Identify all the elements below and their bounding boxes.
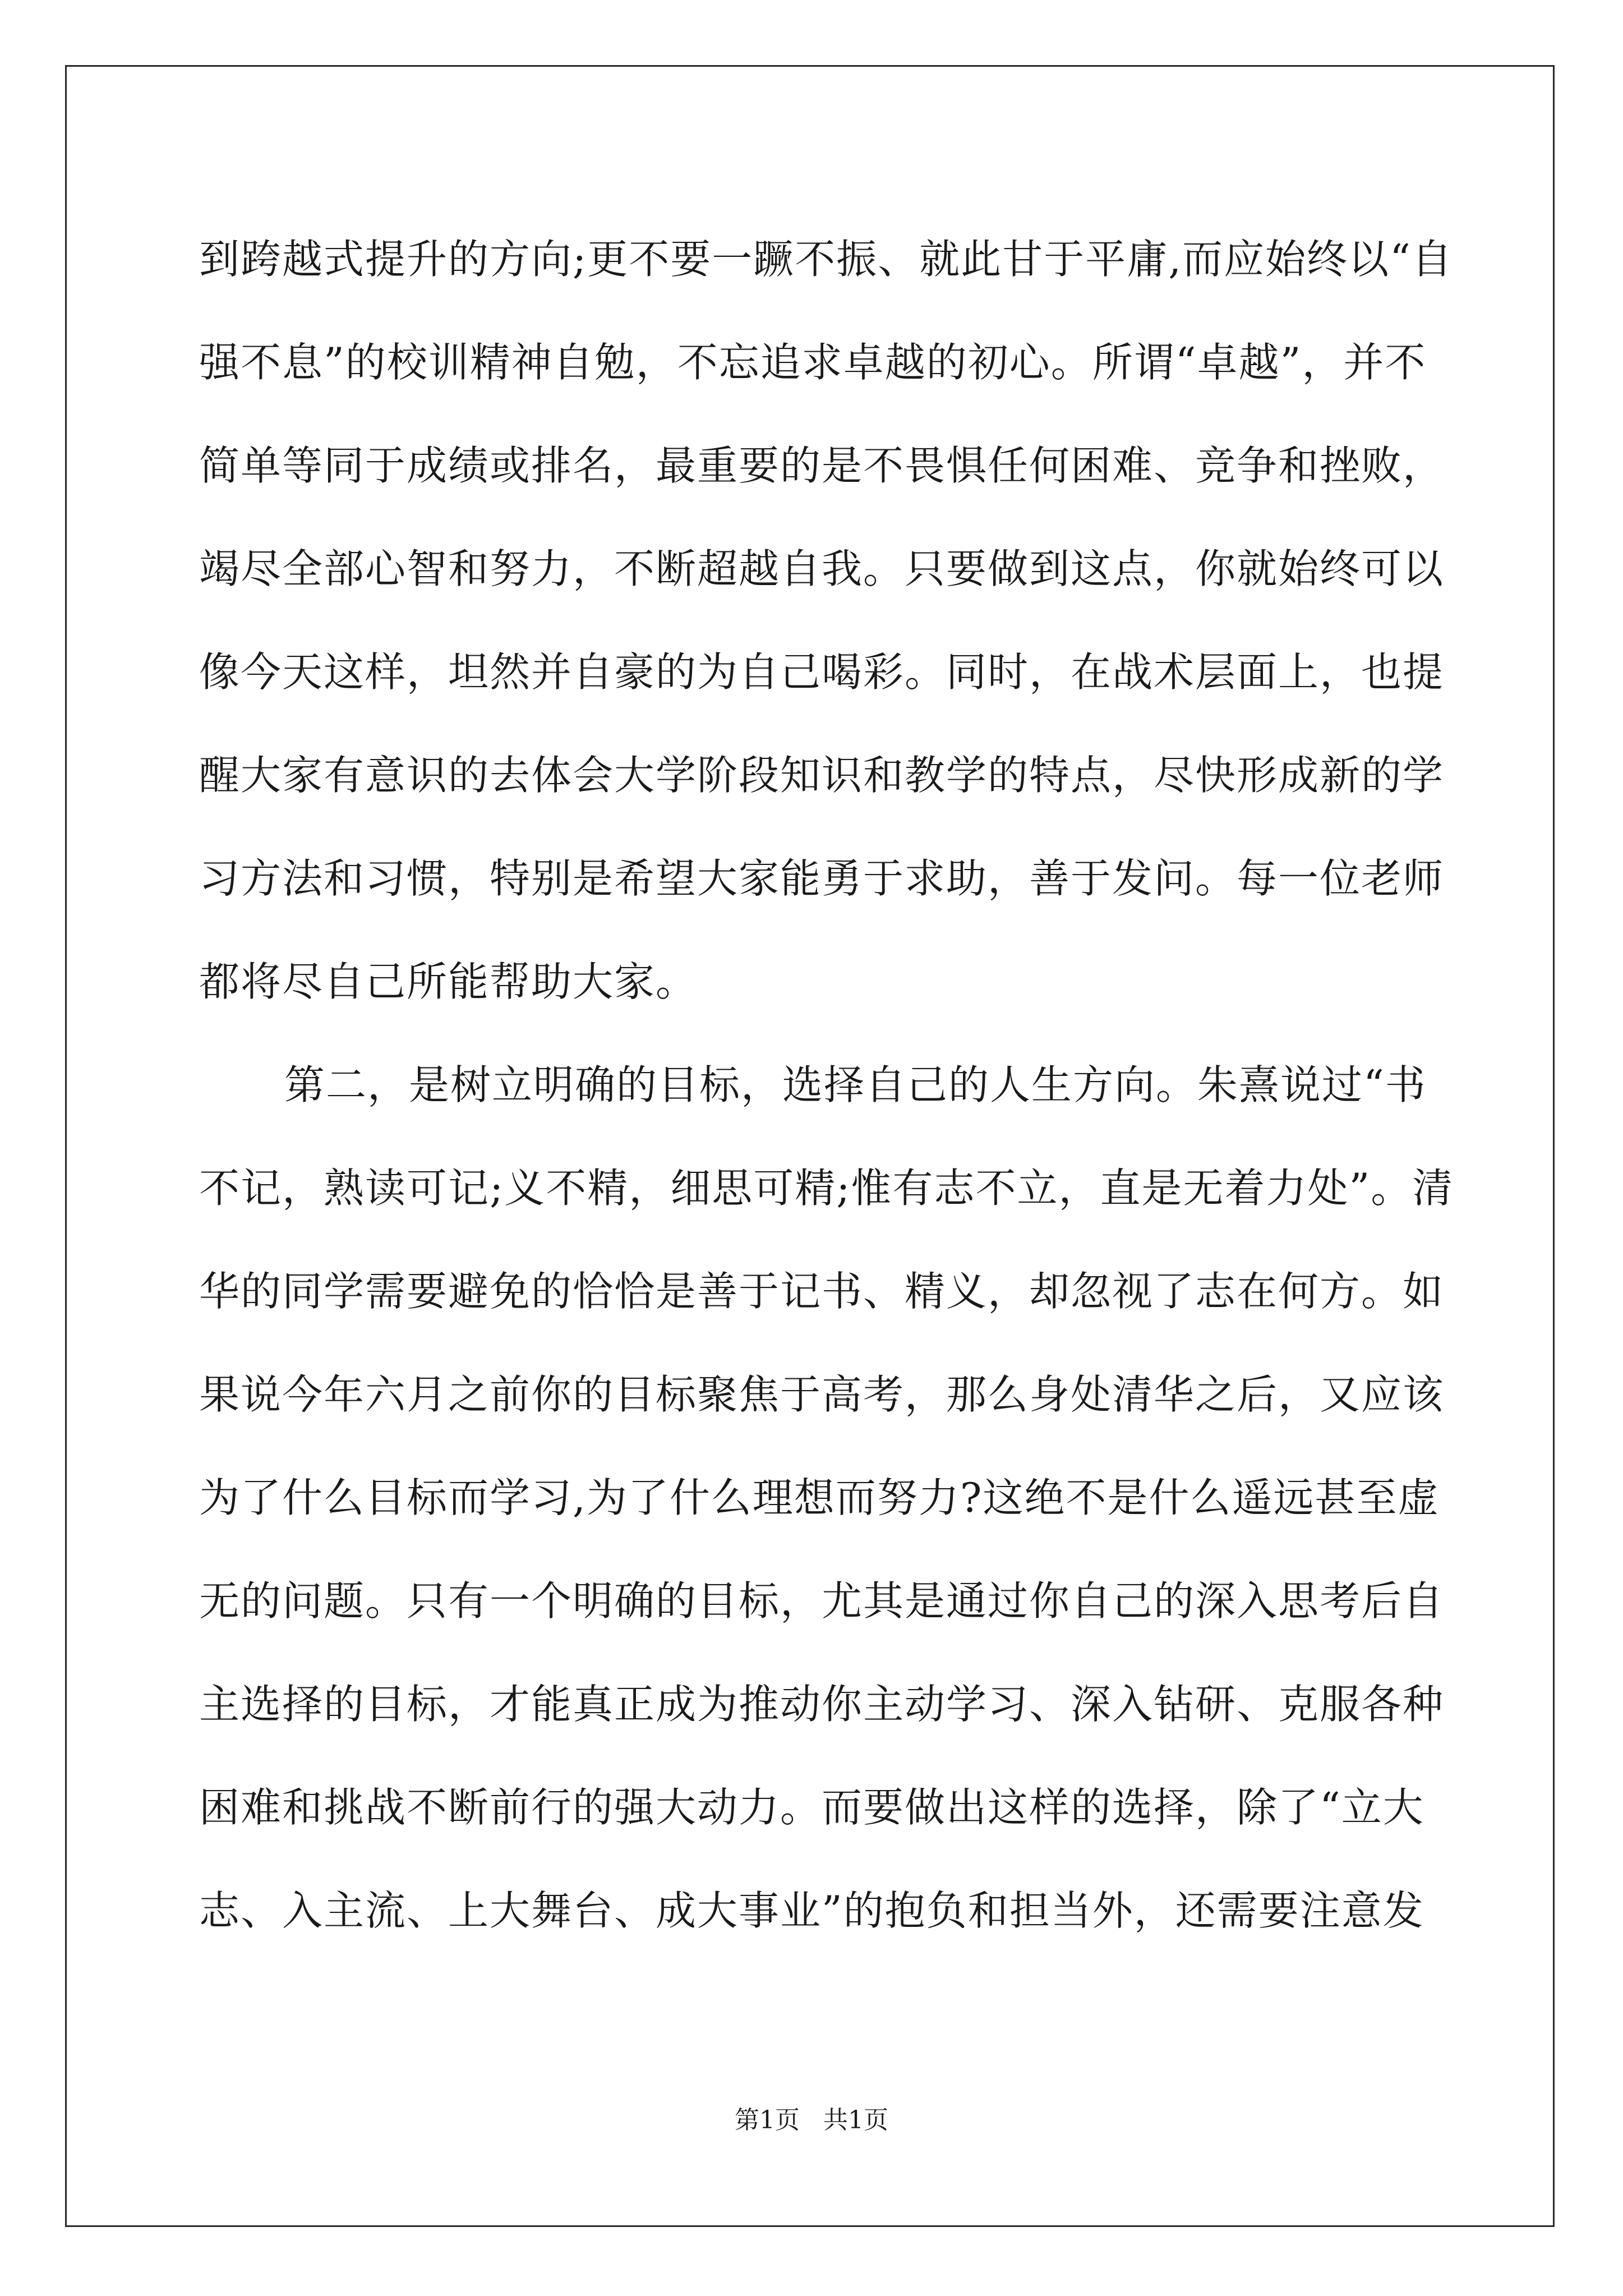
text-line: 华的同学需要避免的恰恰是善于记书、精义，却忽视了志在何方。如 — [199, 1268, 1445, 1315]
text-line: 无的问题。只有一个明确的目标，尤其是通过你自己的深入思考后自 — [199, 1577, 1445, 1625]
text-line: 强不息”的校训精神自勉，不忘追求卓越的初心。所谓“卓越”，并不 — [199, 339, 1427, 386]
text-line: 竭尽全部心智和努力，不断超越自我。只要做到这点，你就始终可以 — [199, 545, 1445, 592]
text-line: 第二，是树立明确的目标，选择自己的人生方向。朱熹说过“书 — [284, 1061, 1427, 1108]
page-total: 共1页 — [823, 2106, 888, 2134]
text-line: 习方法和习惯，特别是希望大家能勇于求助，善于发问。每一位老师 — [199, 855, 1445, 902]
page-footer — [0, 2105, 1623, 2136]
document-body — [199, 208, 1454, 1962]
text-line: 志、入主流、上大舞台、成大事业”的抱负和担当外，还需要注意发 — [199, 1887, 1424, 1934]
text-line: 果说今年六月之前你的目标聚焦于高考，那么身处清华之后，又应该 — [199, 1371, 1445, 1418]
text-line: 醒大家有意识的去体会大学阶段知识和教学的特点，尽快形成新的学 — [199, 752, 1445, 799]
text-line: 困难和挑战不断前行的强大动力。而要做出这样的选择，除了“立大 — [199, 1784, 1424, 1831]
text-line: 不记，熟读可记;义不精，细思可精;惟有志不立，直是无着力处”。清 — [199, 1165, 1454, 1212]
text-line: 主选择的目标，才能真正成为推动你主动学习、深入钻研、克服各种 — [199, 1681, 1445, 1728]
text-line: 简单等同于成绩或排名，最重要的是不畏惧任何困难、竞争和挫败， — [199, 442, 1445, 489]
text-line: 都将尽自己所能帮助大家。 — [199, 958, 698, 1005]
text-line: 像今天这样，坦然并自豪的为自己喝彩。同时，在战术层面上，也提 — [199, 648, 1445, 696]
text-line: 为了什么目标而学习,为了什么理想而努力?这绝不是什么遥远甚至虚 — [199, 1474, 1440, 1521]
text-line: 到跨越式提升的方向;更不要一蹶不振、就此甘于平庸,而应始终以“自 — [199, 236, 1453, 283]
page-number: 第1页 — [735, 2106, 800, 2134]
